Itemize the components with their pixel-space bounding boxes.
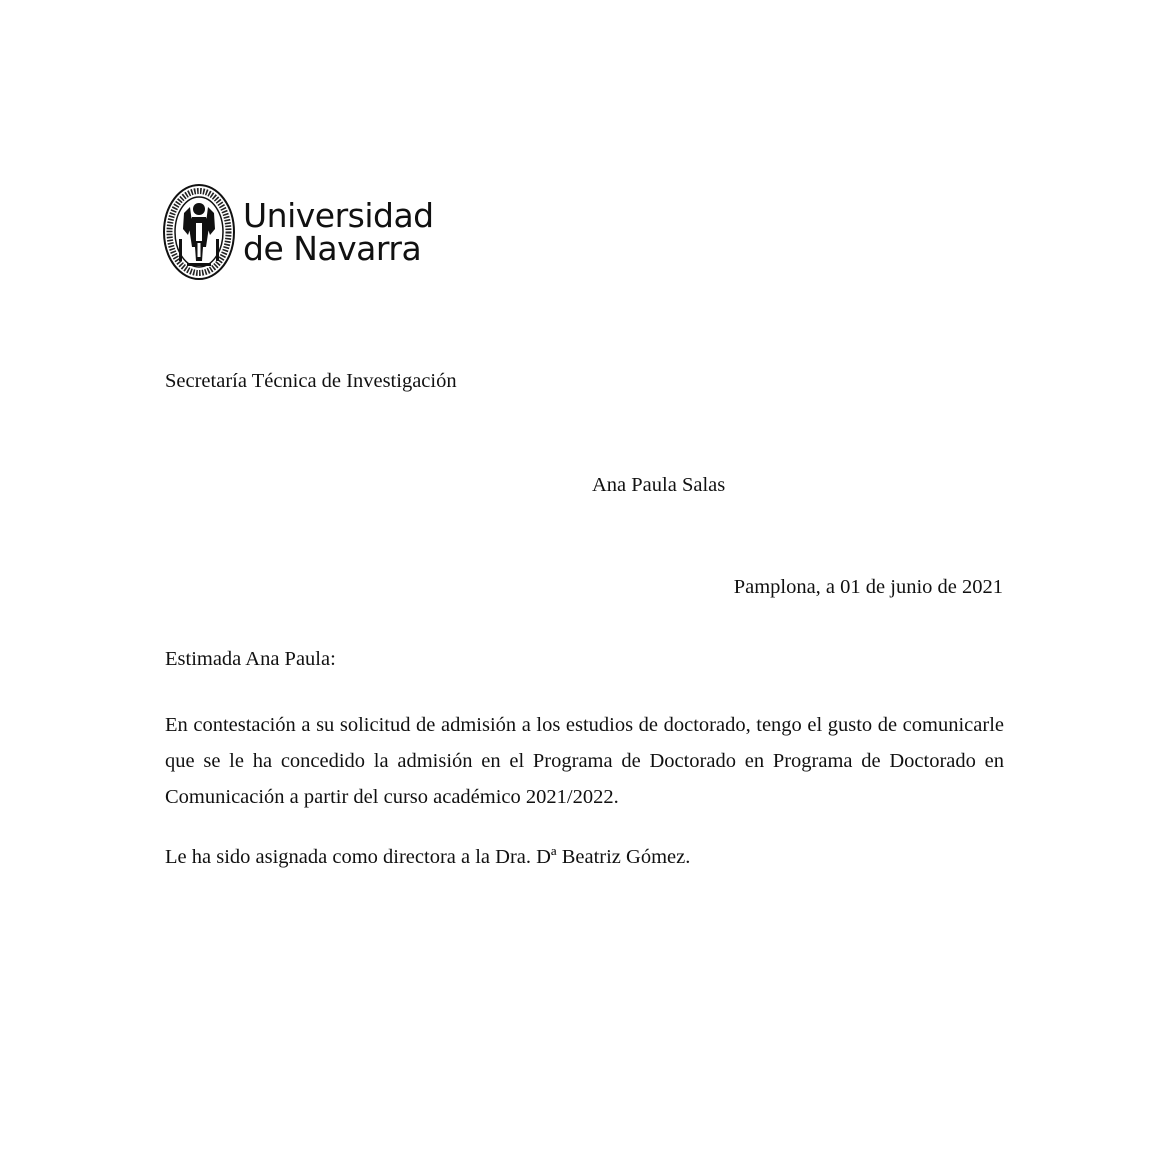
logo-line-1: Universidad (243, 196, 434, 235)
university-logo (162, 183, 434, 281)
recipient-name: Ana Paula Salas (592, 474, 726, 496)
letter-date: Pamplona, a 01 de junio de 2021 (733, 576, 1003, 598)
university-seal-icon (162, 183, 236, 281)
sender-office: Secretaría Técnica de Investigación (165, 370, 457, 392)
director-assignment: Le ha sido asignada como directora a la Dra. Dª Beatriz Gómez. (165, 846, 691, 868)
greeting: Estimada Ana Paula: (165, 648, 336, 670)
logo-line-2: de Navarra (243, 229, 422, 268)
body-paragraph: En contestación a su solicitud de admisión a los estudios de doctorado, tengo el gusto de comunicarle que se le ha concedido la admisión en el Programa de Doctorado en Programa de Doctorado en Comunicación a partir del curso académico 2021/2022. (165, 714, 1004, 808)
